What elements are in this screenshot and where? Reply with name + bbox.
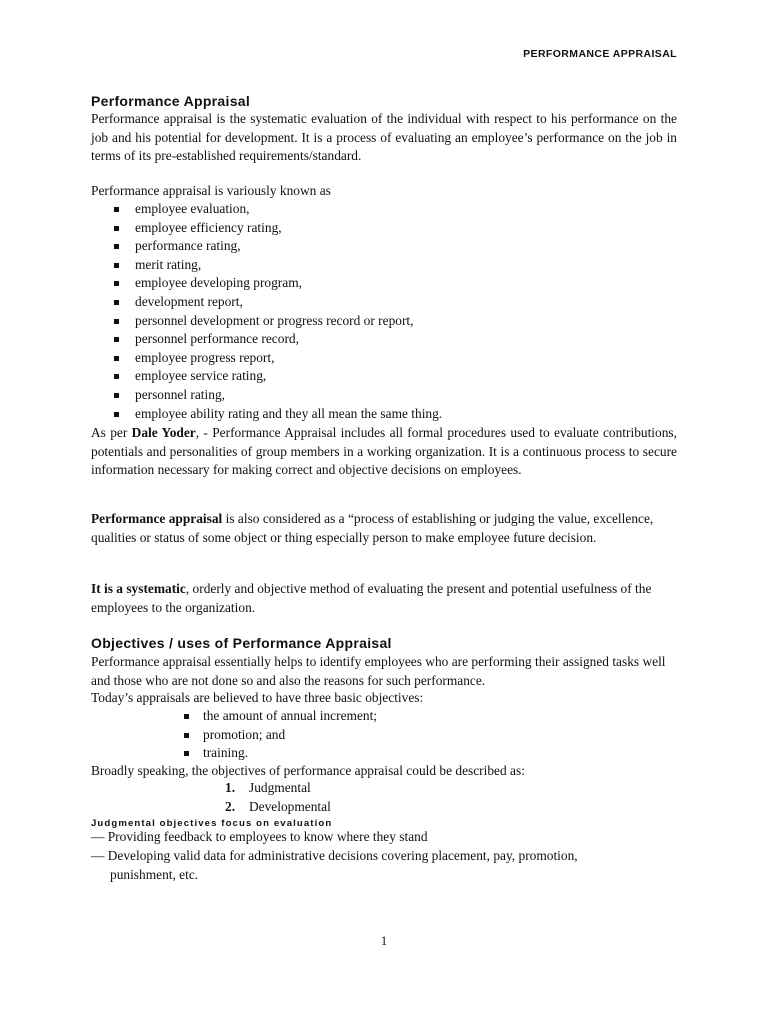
dash-item [91, 847, 677, 884]
list-item: employee ability rating and they all mean the same thing. [91, 405, 677, 424]
list-label: Developmental [249, 798, 331, 814]
text-span: punishment, etc. [110, 866, 199, 882]
known-as-list [91, 200, 677, 423]
list-item: training. [91, 744, 677, 763]
list-item: personnel rating, [91, 386, 677, 405]
objectives-paragraph: Performance appraisal essentially helps to identify employees who are performing their assigned tasks well and those who are not done so and also the reasons for such performance. [91, 654, 666, 688]
text-span: , - Performance Appraisal includes all formal procedures used to evaluate contributions, potentials and personalities of group members in a working organization. It is a continuous process to secure information necessary for making correct and objective decisions on employees. [91, 425, 677, 478]
list-item: employee progress report, [91, 349, 677, 368]
list-item: personnel development or progress record or report, [91, 312, 677, 331]
process-paragraph [91, 510, 677, 547]
judgmental-subheading: Judgmental objectives focus on evaluation [91, 818, 333, 829]
text-span: is also considered as a “process of establishing or judging the value, excellence, qualities or status of some object or thing especially person to make employee future decision. [91, 511, 654, 545]
text-span: As per [91, 425, 132, 440]
list-number: 2. [225, 798, 236, 814]
author-name: Dale Yoder [131, 425, 196, 440]
basic-objectives-intro: Today’s appraisals are believed to have three basic objectives: [91, 690, 424, 705]
list-item: employee efficiency rating, [91, 219, 677, 238]
list-item: promotion; and [91, 726, 677, 745]
text-span: , orderly and objective method of evaluating the present and potential usefulness of the employees to the organization. [91, 581, 652, 615]
objective-types-list [91, 779, 331, 816]
list-item: employee service rating, [91, 367, 677, 386]
list-item: merit rating, [91, 256, 677, 275]
list-item: employee evaluation, [91, 200, 677, 219]
list-item [91, 798, 331, 817]
running-header: PERFORMANCE APPRAISAL [523, 48, 677, 60]
page-number: 1 [380, 933, 388, 948]
list-item [91, 779, 331, 798]
bold-lead: It is a systematic [91, 581, 186, 596]
list-item: performance rating, [91, 237, 677, 256]
list-label: Judgmental [249, 780, 311, 795]
section-heading-objectives: Objectives / uses of Performance Appraisal [91, 635, 392, 651]
text-span: — Developing valid data for administrative decisions covering placement, pay, promotion, [91, 848, 578, 863]
known-as-intro: Performance appraisal is variously known as [91, 183, 331, 198]
systematic-paragraph [91, 580, 677, 617]
list-number: 1. [225, 780, 236, 795]
list-item: development report, [91, 293, 677, 312]
list-item: employee developing program, [91, 274, 677, 293]
dale-yoder-paragraph [91, 424, 677, 480]
section-heading-performance-appraisal: Performance Appraisal [91, 93, 251, 109]
dash-item: — Providing feedback to employees to know where they stand [91, 829, 428, 844]
bold-lead: Performance appraisal [91, 511, 223, 526]
basic-objectives-list [91, 707, 677, 763]
list-item: the amount of annual increment; [91, 707, 677, 726]
list-item: personnel performance record, [91, 330, 677, 349]
broad-objectives-intro: Broadly speaking, the objectives of performance appraisal could be described as: [91, 763, 525, 778]
definition-paragraph: Performance appraisal is the systematic evaluation of the individual with respect to his performance on the job and his potential for development. It is a process of evaluating an employee’s performance on the job in terms of its pre-established requirements/standard. [91, 111, 677, 164]
